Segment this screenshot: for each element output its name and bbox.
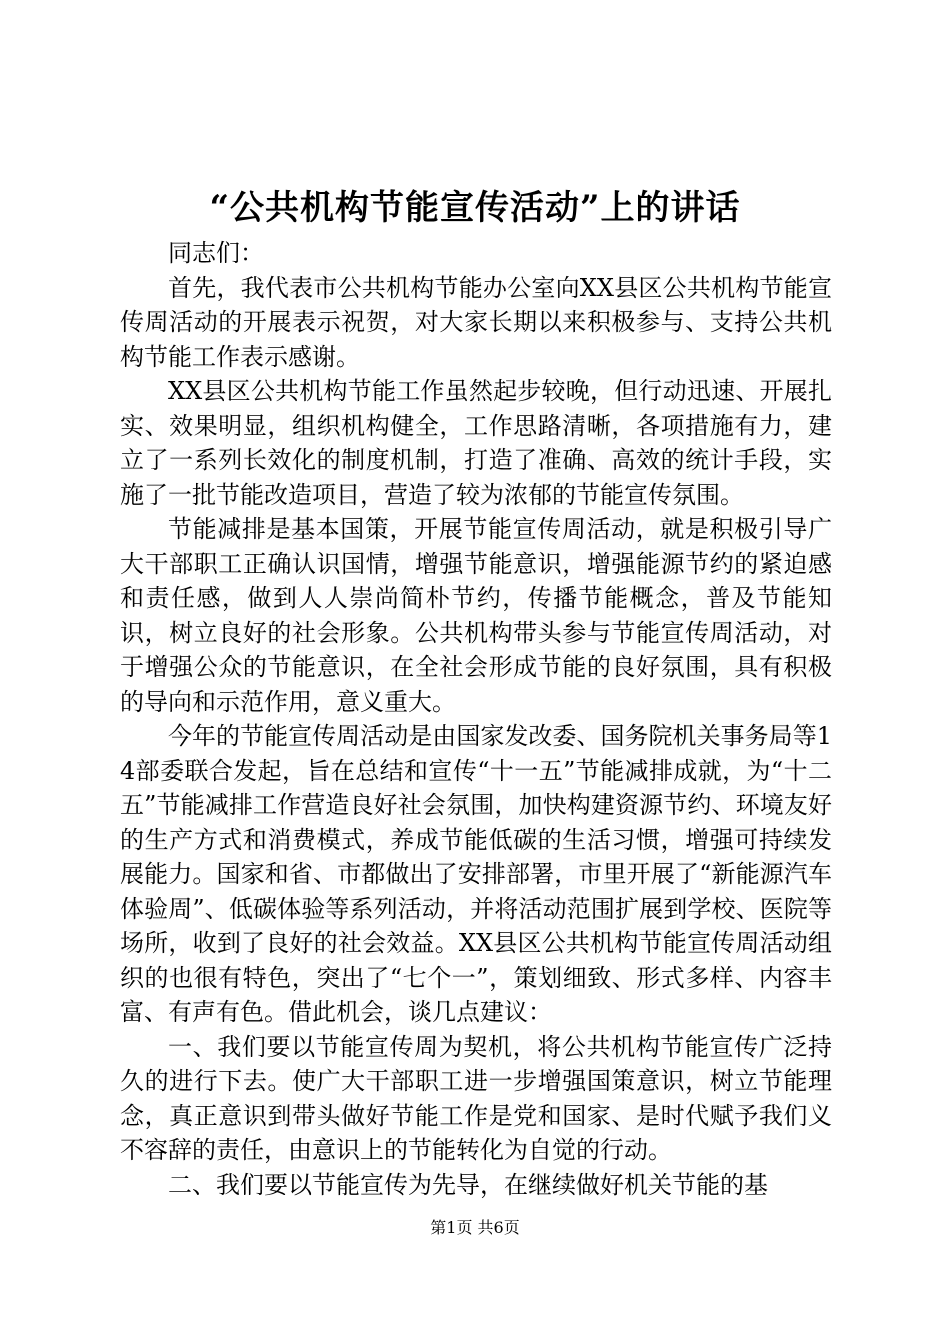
paragraph-4: 今年的节能宣传周活动是由国家发改委、国务院机关事务局等14部委联合发起，旨在总结和宣传“十一五”节能减排成就，为“十二五”节能减排工作营造良好社会氛围，加快构建资源节约、环境友好的生产方式和消费模式，养成节能低碳的生活习惯，增强可持续发展能力。国家和省、市都做出了安排部署，市里开展了“新能源汽车体验周”、低碳体验等系列活动，并将活动范围扩展到学校、医院等场所，收到了良好的社会效益。XX县区公共机构节能宣传周活动组织的也很有特色，突出了“七个一”，策划细致、形式多样、内容丰富、有声有色。借此机会，谈几点建议：: [120, 722, 832, 1026]
document-title: “公共机构节能宣传活动”上的讲话: [209, 188, 741, 228]
paragraph-6: 二、我们要以节能宣传为先导，在继续做好机关节能的基: [168, 1170, 768, 1199]
paragraph-2: XX县区公共机构节能工作虽然起步较晚，但行动迅速、开展扎实、效果明显，组织机构健全，工作思路清晰，各项措施有力，建立了一系列长效化的制度机制，打造了准确、高效的统计手段，实施了一批节能改造项目，营造了较为浓郁的节能宣传氛围。: [120, 377, 832, 509]
paragraph-3: 节能减排是基本国策，开展节能宣传周活动，就是积极引导广大干部职工正确认识国情，增强节能意识，增强能源节约的紧迫感和责任感，做到人人崇尚简朴节约，传播节能概念，普及节能知识，树立良好的社会形象。公共机构带头参与节能宣传周活动，对于增强公众的节能意识，在全社会形成节能的良好氛围，具有积极的导向和示范作用，意义重大。: [120, 515, 832, 716]
paragraph-1: 首先，我代表市公共机构节能办公室向XX县区公共机构节能宣传周活动的开展表示祝贺，对大家长期以来积极参与、支持公共机构节能工作表示感谢。: [120, 273, 832, 371]
page-number-footer: 第1页 共6页: [430, 1218, 520, 1237]
greeting: 同志们：: [168, 239, 264, 267]
paragraph-5: 一、我们要以节能宣传周为契机，将公共机构节能宣传广泛持久的进行下去。使广大干部职工进一步增强国策意识，树立节能理念，真正意识到带头做好节能工作是党和国家、是时代赋予我们义不容辞的责任，由意识上的节能转化为自觉的行动。: [120, 1032, 832, 1164]
document-body: [120, 236, 832, 1202]
